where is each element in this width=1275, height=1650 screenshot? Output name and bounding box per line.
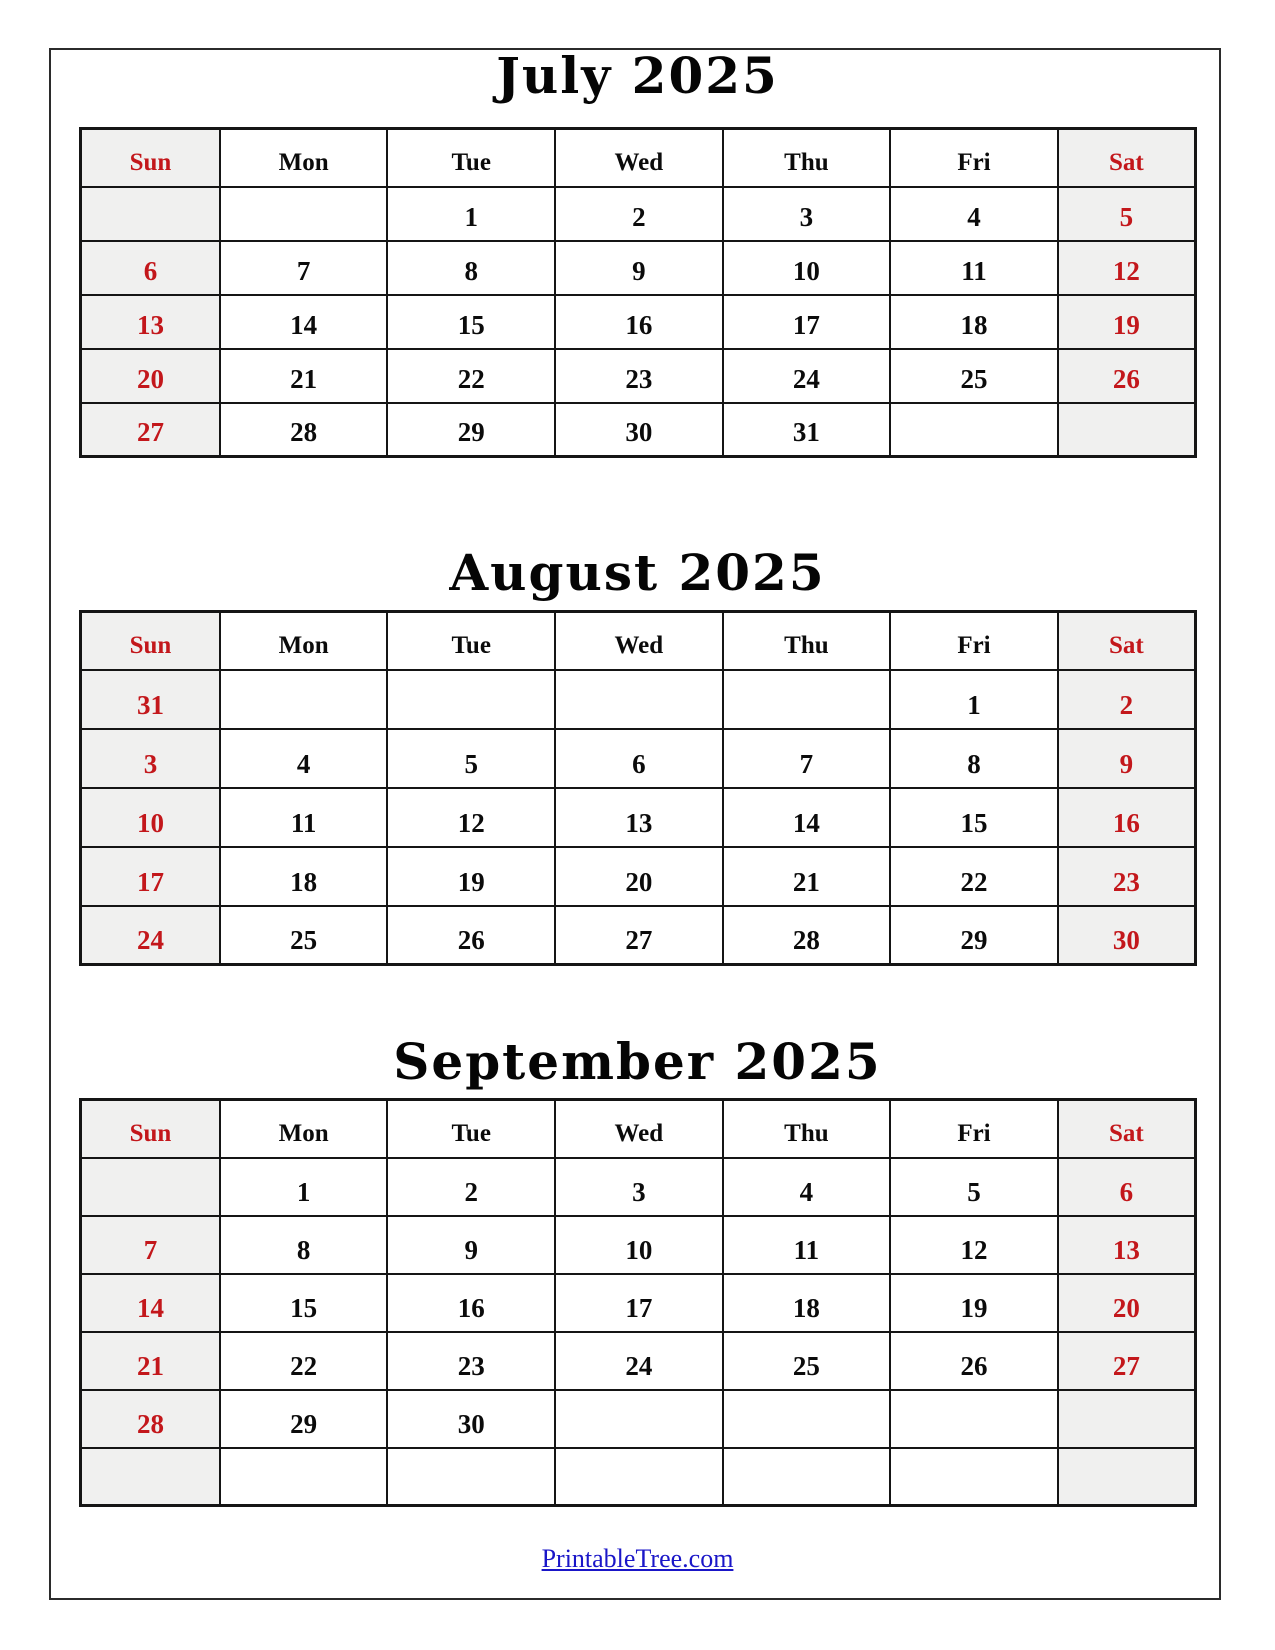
day-cell: 1 [890,670,1058,729]
day-cell [555,670,723,729]
weekday-header: Thu [723,1100,891,1158]
day-cell: 31 [723,403,891,457]
month-title-august: August 2025 [449,543,826,602]
day-cell [387,1448,555,1506]
weekday-header-row [81,612,1196,670]
weekday-header: Thu [723,129,891,187]
weekday-header: Sat [1058,612,1196,670]
day-cell [555,1390,723,1448]
day-cell: 26 [387,906,555,965]
day-cell: 25 [220,906,388,965]
day-cell: 7 [220,241,388,295]
day-cell: 3 [555,1158,723,1216]
day-cell: 3 [81,729,220,788]
day-cell: 25 [723,1332,891,1390]
day-cell: 4 [890,187,1058,241]
day-cell: 18 [723,1274,891,1332]
weekday-header: Tue [387,612,555,670]
day-cell: 17 [723,295,891,349]
day-cell: 5 [1058,187,1196,241]
day-cell: 2 [1058,670,1196,729]
week-row [81,729,1196,788]
day-cell: 31 [81,670,220,729]
weekday-header: Tue [387,129,555,187]
day-cell: 21 [723,847,891,906]
day-cell: 11 [890,241,1058,295]
day-cell: 29 [220,1390,388,1448]
weekday-header: Fri [890,612,1058,670]
day-cell: 5 [890,1158,1058,1216]
day-cell [81,1158,220,1216]
day-cell [1058,1390,1196,1448]
day-cell [1058,1448,1196,1506]
footer-link[interactable]: PrintableTree.com [541,1544,734,1573]
day-cell: 24 [555,1332,723,1390]
week-row [81,1390,1196,1448]
week-row [81,1216,1196,1274]
weekday-header: Sat [1058,129,1196,187]
day-cell [220,1448,388,1506]
week-row [81,1448,1196,1506]
week-row [81,403,1196,457]
day-cell: 29 [387,403,555,457]
day-cell: 20 [81,349,220,403]
month-title-september: September 2025 [393,1032,882,1091]
day-cell: 9 [555,241,723,295]
day-cell: 9 [1058,729,1196,788]
day-cell [1058,403,1196,457]
day-cell: 21 [220,349,388,403]
day-cell [890,403,1058,457]
day-cell: 19 [890,1274,1058,1332]
day-cell [723,1390,891,1448]
day-cell [890,1448,1058,1506]
weekday-header: Wed [555,1100,723,1158]
day-cell: 4 [220,729,388,788]
weekday-header: Fri [890,129,1058,187]
day-cell: 10 [81,788,220,847]
day-cell: 12 [890,1216,1058,1274]
week-row [81,906,1196,965]
week-row [81,349,1196,403]
day-cell: 12 [1058,241,1196,295]
weekday-header: Thu [723,612,891,670]
weekday-header: Sun [81,129,220,187]
weekday-header: Tue [387,1100,555,1158]
day-cell [81,1448,220,1506]
day-cell: 22 [890,847,1058,906]
weekday-header: Mon [220,1100,388,1158]
day-cell: 5 [387,729,555,788]
day-cell: 11 [723,1216,891,1274]
day-cell: 19 [387,847,555,906]
day-cell: 29 [890,906,1058,965]
day-cell: 26 [1058,349,1196,403]
day-cell: 6 [555,729,723,788]
day-cell: 27 [1058,1332,1196,1390]
day-cell: 20 [1058,1274,1196,1332]
week-row [81,670,1196,729]
day-cell: 2 [555,187,723,241]
week-row [81,788,1196,847]
day-cell: 20 [555,847,723,906]
day-cell: 14 [723,788,891,847]
weekday-header: Wed [555,129,723,187]
day-cell: 21 [81,1332,220,1390]
day-cell: 3 [723,187,891,241]
day-cell: 24 [81,906,220,965]
day-cell [220,187,388,241]
day-cell: 28 [220,403,388,457]
day-cell: 22 [220,1332,388,1390]
day-cell [723,1448,891,1506]
weekday-header: Sat [1058,1100,1196,1158]
day-cell [81,187,220,241]
day-cell [220,670,388,729]
week-row [81,1332,1196,1390]
day-cell: 16 [1058,788,1196,847]
calendar-table-july [79,127,1197,458]
day-cell: 6 [81,241,220,295]
day-cell: 11 [220,788,388,847]
day-cell: 10 [555,1216,723,1274]
day-cell: 12 [387,788,555,847]
weekday-header: Mon [220,129,388,187]
weekday-header: Sun [81,1100,220,1158]
weekday-header: Mon [220,612,388,670]
day-cell: 15 [890,788,1058,847]
weekday-header-row [81,129,1196,187]
week-row [81,241,1196,295]
day-cell: 22 [387,349,555,403]
day-cell: 17 [81,847,220,906]
day-cell: 9 [387,1216,555,1274]
day-cell: 10 [723,241,891,295]
day-cell: 7 [81,1216,220,1274]
day-cell [555,1448,723,1506]
day-cell: 13 [81,295,220,349]
day-cell: 15 [387,295,555,349]
day-cell: 4 [723,1158,891,1216]
day-cell: 27 [555,906,723,965]
day-cell: 15 [220,1274,388,1332]
day-cell: 27 [81,403,220,457]
day-cell: 30 [387,1390,555,1448]
day-cell: 25 [890,349,1058,403]
week-row [81,847,1196,906]
day-cell: 30 [1058,906,1196,965]
day-cell: 26 [890,1332,1058,1390]
day-cell [890,1390,1058,1448]
day-cell: 24 [723,349,891,403]
day-cell: 13 [1058,1216,1196,1274]
day-cell: 23 [1058,847,1196,906]
week-row [81,1274,1196,1332]
day-cell: 16 [555,295,723,349]
day-cell: 23 [555,349,723,403]
day-cell: 18 [220,847,388,906]
week-row [81,187,1196,241]
day-cell: 8 [220,1216,388,1274]
day-cell: 14 [81,1274,220,1332]
day-cell: 16 [387,1274,555,1332]
footer [0,1544,1275,1574]
weekday-header-row [81,1100,1196,1158]
calendar-table-september [79,1098,1197,1507]
week-row [81,295,1196,349]
day-cell [387,670,555,729]
weekday-header: Fri [890,1100,1058,1158]
day-cell: 2 [387,1158,555,1216]
day-cell: 17 [555,1274,723,1332]
day-cell: 28 [723,906,891,965]
day-cell: 23 [387,1332,555,1390]
day-cell: 19 [1058,295,1196,349]
day-cell: 8 [890,729,1058,788]
day-cell: 30 [555,403,723,457]
day-cell [723,670,891,729]
week-row [81,1158,1196,1216]
day-cell: 18 [890,295,1058,349]
weekday-header: Sun [81,612,220,670]
day-cell: 7 [723,729,891,788]
day-cell: 1 [220,1158,388,1216]
weekday-header: Wed [555,612,723,670]
day-cell: 6 [1058,1158,1196,1216]
day-cell: 13 [555,788,723,847]
month-title-july: July 2025 [496,46,779,105]
day-cell: 28 [81,1390,220,1448]
day-cell: 14 [220,295,388,349]
calendar-table-august [79,610,1197,966]
day-cell: 1 [387,187,555,241]
day-cell: 8 [387,241,555,295]
